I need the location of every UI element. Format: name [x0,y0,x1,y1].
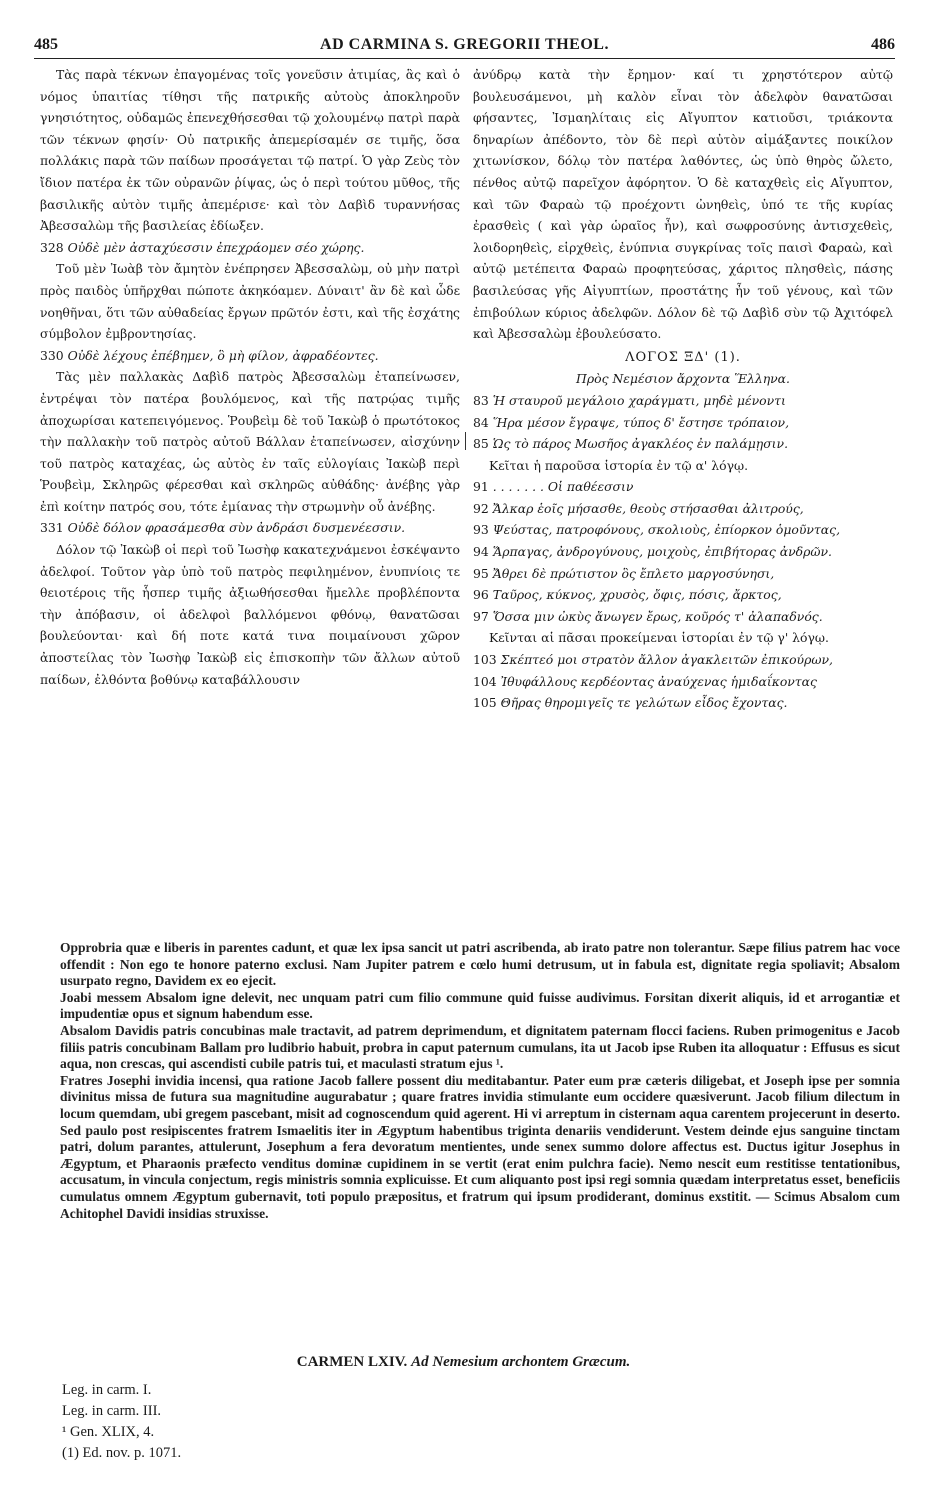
logos-heading: ΛΟΓΟΣ ΞΔ' (1). [625,349,741,365]
right-column [473,64,893,714]
verse-text: . . . . . . . Οἱ παθέεσσιν [492,479,634,495]
verse-number: 330 [40,347,64,363]
verse-number: 92 [473,500,489,516]
footnote: Leg. in carm. III. [62,1403,162,1419]
carmen-title: CARMEN LXIV. [296,1354,408,1370]
footnotes [62,1380,181,1464]
page-number-right: 486 [871,36,895,53]
verse-text: Οὐδὲ δόλον φρασάμεσθα σὺν ἀνδράσι δυσμενέεσσιν. [67,520,406,536]
verse-number: 104 [473,673,497,689]
commentary-paragraph: Κεῖται ἡ παροῦσα ἱστορία ἐν τῷ α' λόγῳ. [489,457,749,473]
commentary-paragraph: ἀνύδρῳ κατὰ τὴν ἔρημον· καί τι χρηστότερον αὐτῷ βουλευσάμενοι, μὴ καλὸν εἶναι τὸν ἀδελφὸν θανατῶσαι φήσαντες, Ἰσμαηλίταις εἰς Αἴγυπτον κατιοῦσι, τριάκοντα δηναρίων ἀπέδοντο, τὸν δὲ περὶ αὐτὸν αἱμάξαντες ποικίλον χιτωνίσκον, δόλῳ τὸν πατέρα λαθόντες, ὡς ὑπὸ θηρὸς ὤλετο, πένθος αὐτῷ παρεῖχον ἀφόρητον. Ὁ δὲ καταχθεὶς εἰς Αἴγυπτον, καὶ τῶν Φαραὼ τῷ προέχοντι ὠνηθεὶς, ὑπό τε τῆς κυρίας ἐρασθεὶς ( καὶ γὰρ ὡραῖος ἦν), καὶ σωφροσύνης ἀντισχεθεὶς, λοιδορηθεὶς, εἱρχθεὶς, ἐνύπνια συγκρίνας τοῖς παισὶ Φαραὼ, καὶ αὐτῷ μετέπειτα Φαραὼ προφητεύσας, χάριτος πλησθεὶς, πάσης βασιλεύσας γῆς Αἰγυπτίων, προστάτης ἦν τοῦ γένους, καὶ τῶν ἐπιβούλων κύριος ἀδελφῶν. Δόλον δὲ τῷ Δαβὶδ σὺν τῷ Ἀχιτόφελ καὶ Ἀβεσσαλὼμ ἐβουλεύσατο. [473,67,893,342]
verse-number: 83 [473,392,489,408]
verse-line [40,345,460,367]
latin-paragraph: Joabi messem Absalom igne delevit, nec unquam patri cum filio commune quid fuisse audivimus. Forsitan dixerit aliquis, id et arrogantiæ et impudentiæ opus et signum habendum esse. [60,989,900,1022]
footnote: Leg. in carm. I. [62,1382,152,1398]
verse-text: Θῆρας θηρομιγεῖς τε γελώτων εἶδος ἔχοντας. [500,695,788,711]
latin-paragraph: Fratres Josephi invidia incensi, qua ratione Jacob fallere possent diu meditabantur. Pater eum præ cæteris diligebat, et Joseph ipse per somnia divinitus missa de futura sua magnitudine augurabatur ; quare fratres invidia stimulante eum occidere quæsiverunt. Jacob filium dilectum in locum quemdam, ubi gregem pascebant, misit ad cognoscendum quid agerent. Hi vi arreptum in cisternam aqua carentem projecerunt in deserto. Sed paulo post resipiscentes fratrem Ismaelitis iter in Ægyptum habentibus triginta denariis vendiderunt. Vestem deinde ejus sanguine tinctam patri, dolum parantes, attulerunt, Josephum a fera devoratum mentientes, unde senex summo dolore affectus est. Ductus igitur Josephus in Ægyptum, et Pharaonis præfecto venditus dominæ cupidinem in se vertit (erat enim pulchra facie). Nemo nescit eum restitisse tentationibus, accusatum, in vincula conjectum, regis ministris somnia explicuisse. Et cum aliquanto post ipsi regi somnia quædam interpretatus esset, beneficiis cumulatus omnem Ægyptum gubernavit, toti populo præpositus, et fratrum qui ipsum prodiderant, dominus exstitit. — Scimus Absalom cum Achitophel Davidi insidias struxisse. [60,1072,900,1221]
latin-paragraph: Absalom Davidis patris concubinas male tractavit, ad patrem deprimendum, et dignitatem paternam flocci faciens. Ruben primogenitus e Jacob filiis patris concubinam Ballam pro ludibrio habuit, probra in caput paternum cumulans, ita ut Jacob ipse Ruben ita alloquatur : Effusus es sicut aqua, non crescas, qui ascendisti cubile patris tui, et maculasti stratum ejus ¹. [60,1022,900,1072]
commentary-paragraph: Τὰς παρὰ τέκνων ἐπαγομένας τοῖς γονεῦσιν ἀτιμίας, ἃς καὶ ὁ νόμος ὑπαιτίας τίθησι τῆς πατρικῆς αὐτοὺς ἀποκληροῦν γνησιότητος, οὐδαμῶς ἐπενεχθήσεσθαι τῷ χολουμένῳ πατρὶ παρὰ τῶν τέκνων φησίν· Οὐ πατρικῆς ἀπεμερίσαμέν σε τιμῆς, ὅσα πολλάκις παρὰ τῶν παίδων προσάγεται τῷ πατρί. Ὁ γὰρ Ζεὺς τὸν ἴδιον πατέρα ἐκ τῶν οὐρανῶν ῥίψας, ὡς ὁ περὶ τούτου μῦθος, τῆς βασιλικῆς αὐτὸν τιμῆς ἀπεμέρισε· καὶ τὸν Δαβὶδ τυραννήσας Ἀβεσσαλὼμ τῆς βασιλείας ἐδίωξεν. [40,67,460,234]
verse-number: 91 [473,479,489,495]
running-header [34,36,895,59]
verse-line [40,517,460,539]
verse-line [473,433,893,455]
verse-number: 85 [473,436,489,452]
verse-text: Σκέπτεό μοι στρατὸν ἄλλον ἀγακλειτῶν ἐπικούρων, [500,652,833,668]
verse-text: Οὐδὲ μὲν ἀσταχύεσσιν ἐπεχράομεν σέο χώρης. [67,239,365,255]
verse-line [473,584,893,606]
column-divider [465,432,466,450]
verse-line [473,671,893,693]
footnote: ¹ Gen. XLIX, 4. [62,1424,155,1440]
verse-number: 94 [473,544,489,560]
verse-number: 331 [40,520,64,536]
verse-line [473,606,893,628]
carmen-heading [0,1354,927,1371]
verse-line [473,563,893,585]
page-number-left: 485 [34,36,58,53]
latin-translation [60,940,900,1222]
verse-line [40,237,460,259]
verse-text: Ἄλκαρ ἑοῖς μήσασθε, θεοὺς στήσασθαι ἀλιτρούς, [492,500,804,516]
verse-text: Ψεύστας, πατροφόνους, σκολιοὺς, ἐπίορκον ὁμοῦντας, [492,522,841,538]
verse-line [473,476,893,498]
verse-text: Ἰθυφάλλους κερδέοντας ἀναύχενας ἡμιδαΐκοντας [500,673,817,689]
commentary-paragraph: Κεῖνται αἱ πᾶσαι προκείμεναι ἱστορίαι ἐν τῷ γ' λόγῳ. [489,630,829,646]
verse-text: Ἄθρει δὲ πρώτιστον ὃς ἔπλετο μαργοσύνησι, [492,565,775,581]
verse-number: 103 [473,652,497,668]
verse-text: Ἅρπαγας, ἀνδρογύνους, μοιχοὺς, ἐπιβήτορας ἀνδρῶν. [492,544,832,560]
verse-number: 96 [473,587,489,603]
verse-line [473,692,893,714]
commentary-paragraph: Τὰς μὲν παλλακὰς Δαβὶδ πατρὸς Ἀβεσσαλὼμ ἐταπείνωσεν, ἐντρέψαι τὸν πατέρα βουλόμενος, καὶ τῆς πατρῴας τιμῆς ἀποχωρίσαι κατεπειγόμενος. Ῥουβεὶμ δὲ τοῦ Ἰακὼβ ὁ πρωτότοκος τὴν παλλακὴν τοῦ πατρὸς αὐτοῦ Βάλλαν ἐταπείνωσεν, αἰσχύνην τοῦ πατρὸς καταχέας, ὡς αὐτὸς ἐν ταῖς εὐλογίαις Ἰακὼβ περὶ Ῥουβεὶμ, Σκληρῶς φέρεσθαι καὶ σκληρῶς αὐθάδης· ἀνέβης γὰρ ἐπὶ κοίτην πατρός σου, τότε ἐμίανας τὴν στρωμνὴν οὗ ἀνέβης. [40,369,460,514]
verse-text: Ἡ σταυροῦ μεγάλοιο χαράγματι, μηδὲ μένοντι [492,392,786,408]
verse-number: 93 [473,522,489,538]
footnote: (1) Ed. nov. p. 1071. [62,1445,182,1461]
latin-paragraph: Opprobria quæ e liberis in parentes cadunt, et quæ lex ipsa sancit ut patri ascribenda, ab irato patre non tolerantur. Sæpe filius patrem hac voce offendit : Non ego te honore paterno exclusi. Nam Jupiter patrem e cœlo humi detrusum, ut in fabula est, dignitate regia spoliavit; Absalom usurpato regno, Davidem ex eo ejecit. [60,940,900,989]
verse-text: Ἥρα μέσον ἔγραψε, τύπος δ' ἔστησε τρόπαιον, [492,414,790,430]
verse-text: Ὡς τὸ πάρος Μωσῆος ἀγακλέος ἐν παλάμῃσιν. [492,436,789,452]
verse-text: Ὅσσα μιν ὠκὺς ἄνωγεν ἔρως, κοῦρός τ' ἀλαπαδνός. [492,608,823,624]
verse-number: 328 [40,239,64,255]
verse-number: 95 [473,565,489,581]
verse-line [473,541,893,563]
verse-line [473,390,893,412]
verse-number: 97 [473,608,489,624]
running-title: AD CARMINA S. GREGORII THEOL. [320,36,609,53]
commentary-paragraph: Τοῦ μὲν Ἰωὰβ τὸν ἄμητὸν ἐνέπρησεν Ἀβεσσαλὼμ, οὐ μὴν πατρὶ πρὸς παιδὸς ὑπῆρχθαι πώποτε ἀκηκόαμεν. Δύναιτ' ἂν δὲ καὶ ὧδε νοηθῆναι, ὅτι τῶν αὐθαδείας ἔργων πρῶτόν ἐστι, καὶ τῆς ἐσχάτης σύμβολον ἐμβροντησίας. [40,261,460,342]
logos-subtitle: Πρὸς Νεμέσιον ἄρχοντα Ἕλληνα. [576,371,790,387]
commentary-paragraph: Δόλον τῷ Ἰακὼβ οἱ περὶ τοῦ Ἰωσὴφ κακατεχνάμενοι ἐσκέψαντο ἀδελφοί. Τοῦτον γὰρ ὑπὸ τοῦ πατρὸς πεφιλημένον, ἐνυπνίοις τε θειοτέροις τῆς ἧσπερ τιμῆς ἀξιωθήσεσθαι ἤμελλε προβλέποντα τὴν ἀπόβασιν, οἱ ἀδελφοὶ βαλλόμενοι φθόνῳ, θανατῶσαι βουλεύονται· καὶ δή ποτε κατά τινα ποιμαίνουσι χῶρον ἀποστείλας τὸν Ἰωσὴφ Ἰακὼβ εἰς ἐπισκοπὴν τῶν ἄλλων αὐτοῦ παίδων, ἐλθόντα βοθύνῳ καταβάλλουσιν [40,542,460,687]
verse-line [473,498,893,520]
left-column [40,64,460,690]
carmen-subtitle: Ad Nemesium archontem Græcum. [411,1354,631,1370]
verse-line [473,412,893,434]
verse-line [473,649,893,671]
verse-number: 84 [473,414,489,430]
verse-number: 105 [473,695,497,711]
verse-line [473,519,893,541]
verse-text: Οὐδὲ λέχους ἐπέβημεν, ὃ μὴ φίλον, ἀφραδέοντες. [67,347,379,363]
verse-text: Ταῦρος, κύκνος, χρυσὸς, ὄφις, πόσις, ἄρκτος, [492,587,782,603]
